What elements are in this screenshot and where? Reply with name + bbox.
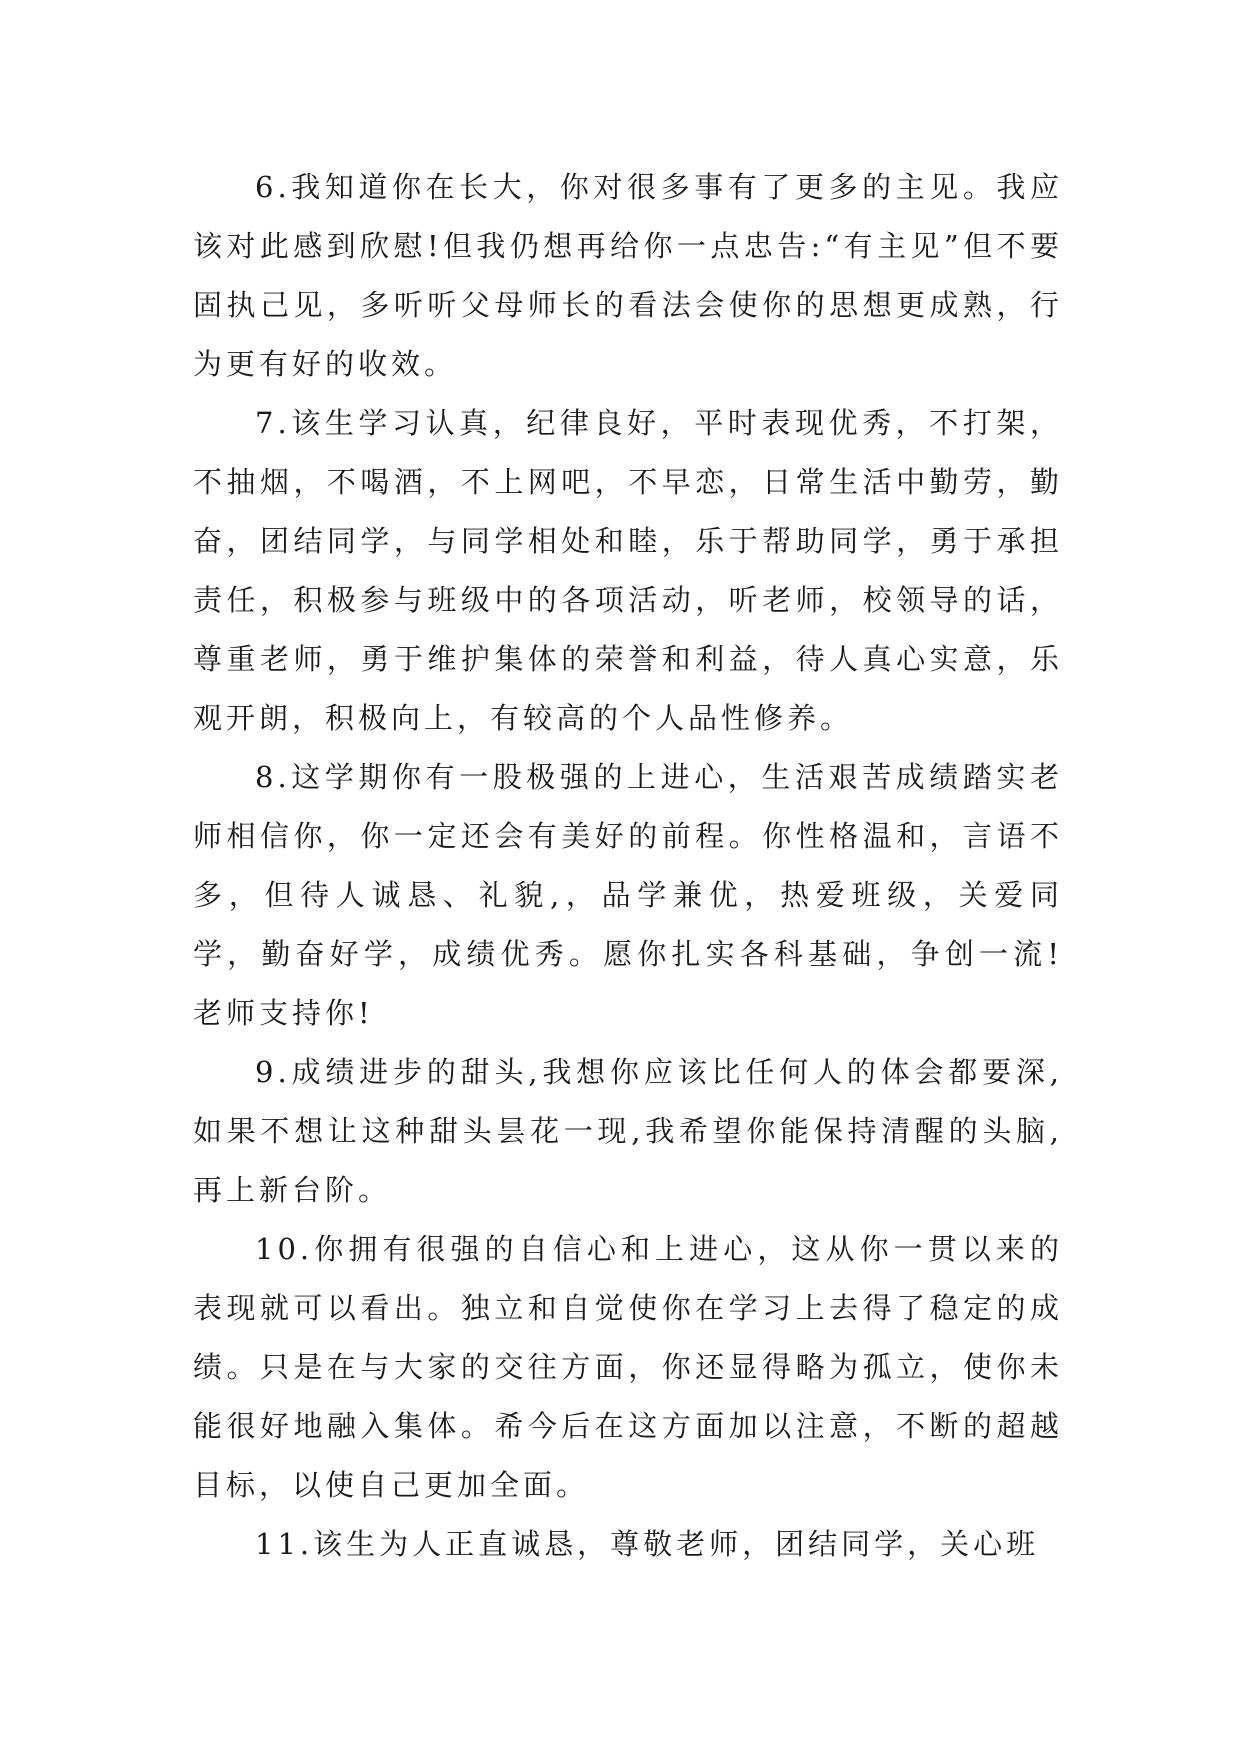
- paragraph-10: 10.你拥有很强的自信心和上进心，这从你一贯以来的表现就可以看出。独立和自觉使你在学习上去得了稳定的成绩。只是在与大家的交往方面，你还显得略为孤立，使你未能很好地融入集体。希今后在这方面加以注意，不断的超越目标，以使自己更加全面。: [193, 1232, 1063, 1502]
- paragraph-11: 11.该生为人正直诚恳，尊敬老师，团结同学，关心班: [255, 1527, 1040, 1561]
- paragraph-8: 8.这学期你有一股极强的上进心，生活艰苦成绩踏实老师相信你，你一定还会有美好的前程。你性格温和，言语不多，但待人诚恳、礼貌,，品学兼优，热爱班级，关爱同学，勤奋好学，成绩优秀。愿你扎实各科基础，争创一流!老师支持你!: [193, 760, 1063, 1030]
- paragraph-9: 9.成绩进步的甜头,我想你应该比任何人的体会都要深,如果不想让这种甜头昙花一现,我希望你能保持清醒的头脑,再上新台阶。: [193, 1055, 1063, 1207]
- paragraph-7: 7.该生学习认真，纪律良好，平时表现优秀，不打架，不抽烟，不喝酒，不上网吧，不早恋，日常生活中勤劳，勤奋，团结同学，与同学相处和睦，乐于帮助同学，勇于承担责任，积极参与班级中的各项活动，听老师，校领导的话，尊重老师，勇于维护集体的荣誉和利益，待人真心实意，乐观开朗，积极向上，有较高的个人品性修养。: [193, 406, 1063, 735]
- paragraph-6: 6.我知道你在长大，你对很多事有了更多的主见。我应该对此感到欣慰!但我仍想再给你一点忠告:“有主见”但不要固执己见，多听听父母师长的看法会使你的思想更成熟，行为更有好的收效。: [193, 170, 1063, 381]
- document-body: [193, 158, 1063, 1574]
